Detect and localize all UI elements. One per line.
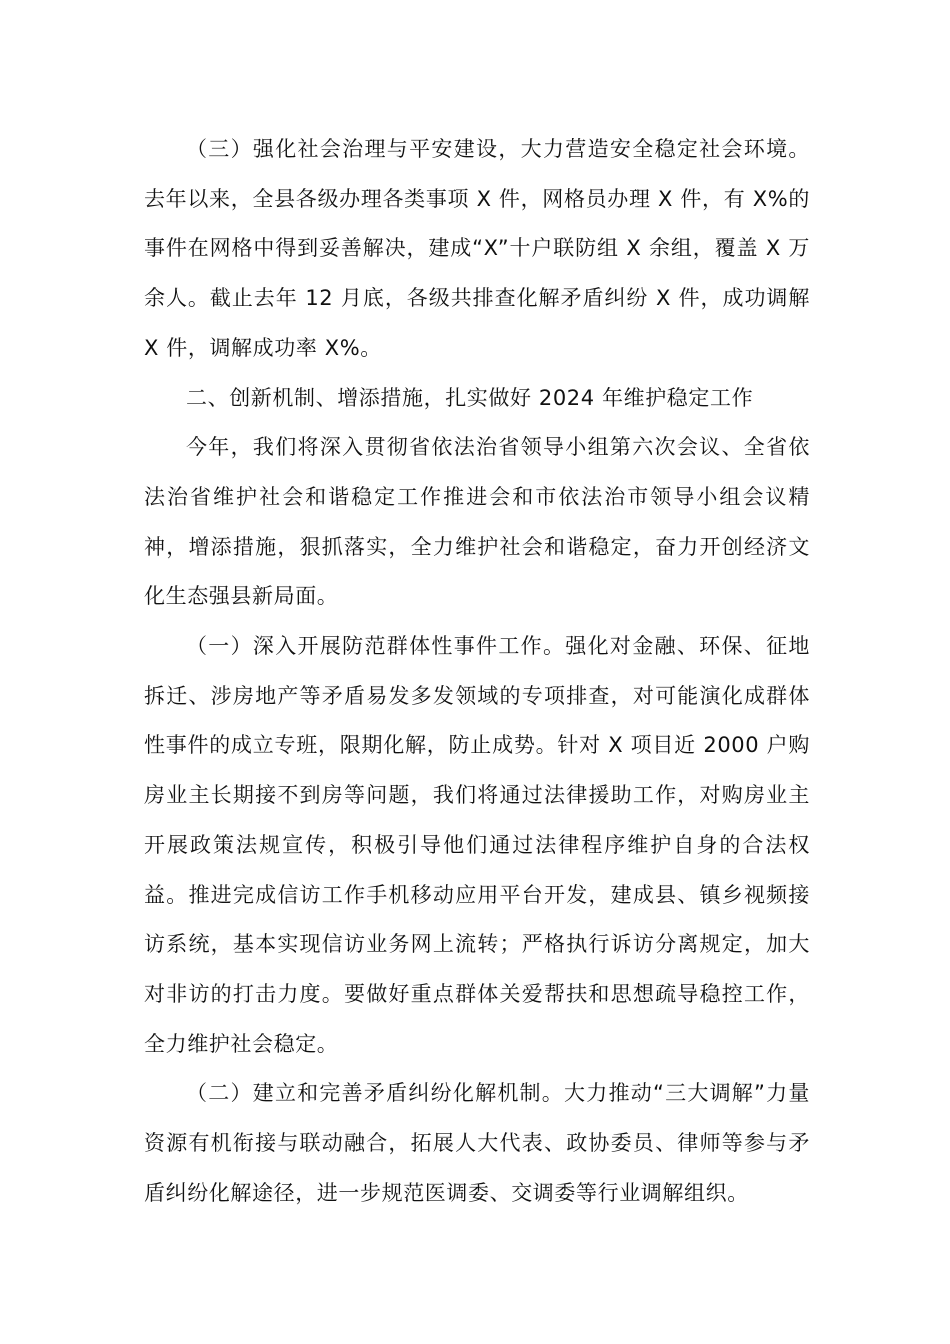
section-heading-two: 二、创新机制、增添措施，扎实做好 2024 年维护稳定工作 [186,385,754,410]
paragraph-dispute-resolution: （二）建立和完善矛盾纠纷化解机制。大力推动“三大调解”力量资源有机衔接与联动融合，拓展人大代表、政协委员、律师等参与矛盾纠纷化解途径，进一步规范医调委、交调委等行业调解组织。 [144,1081,810,1205]
paragraph-mass-incidents: （一）深入开展防范群体性事件工作。强化对金融、环保、征地拆迁、涉房地产等矛盾易发多发领域的专项排查，对可能演化成群体性事件的成立专班，限期化解，防止成势。针对 X 项目近 2000 户购房业主长期接不到房等问题，我们将通过法律援助工作，对购房业主开展政策法规宣传，积极引导他们通过法律程序维护自身的合法权益。推进完成信访工作手机移动应用平台开发，建成县、镇乡视频接访系统，基本实现信访业务网上流转；严格执行诉访分离规定，加大对非访的打击力度。要做好重点群体关爱帮扶和思想疏导稳控工作，全力维护社会稳定。 [144,634,810,1056]
paragraph-social-governance: （三）强化社会治理与平安建设，大力营造安全稳定社会环境。去年以来，全县各级办理各类事项 X 件，网格员办理 X 件，有 X%的事件在网格中得到妥善解决，建成“X”十户联防组 X 余组，覆盖 X 万余人。截止去年 12 月底，各级共排查化解矛盾纠纷 X 件，成功调解 X 件，调解成功率 X%。 [144,137,810,360]
document-body [144,125,810,1218]
paragraph-this-year: 今年，我们将深入贯彻省依法治省领导小组第六次会议、全省依法治省维护社会和谐稳定工作推进会和市依法治市领导小组会议精神，增添措施，狠抓落实，全力维护社会和谐稳定，奋力开创经济文化生态强县新局面。 [144,435,810,609]
